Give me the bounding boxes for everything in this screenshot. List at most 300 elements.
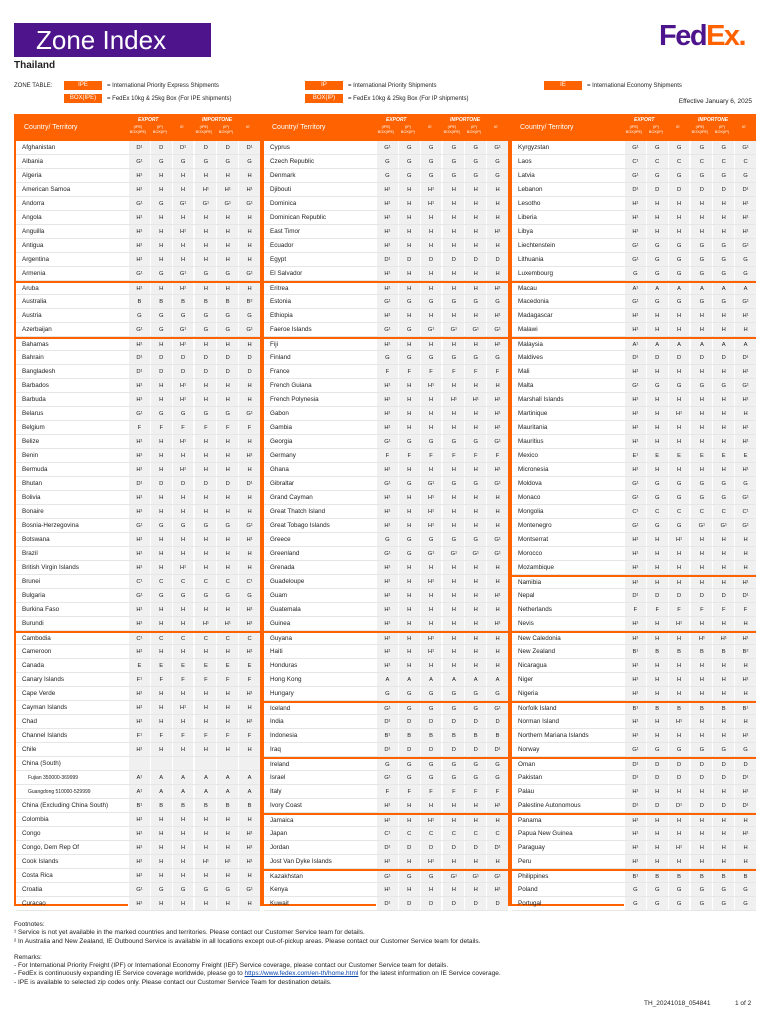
zone-cell: H¹ — [376, 339, 398, 350]
zone-cell: F — [712, 603, 734, 616]
zone-cell: G¹ — [464, 871, 486, 882]
zone-cell: G — [193, 589, 216, 602]
zone-cell: G¹ — [128, 323, 150, 336]
zone-cell: G — [712, 897, 734, 910]
zone-cell: D — [216, 477, 238, 490]
country-name: Burundi — [22, 620, 44, 627]
table-row — [264, 407, 508, 421]
zone-cell: C¹ — [624, 505, 646, 518]
zone-cell: H¹ — [624, 547, 646, 560]
zone-cell: H — [150, 827, 172, 840]
zone-cell: G¹ — [238, 323, 260, 336]
zone-cell: E — [646, 449, 668, 462]
table-row — [16, 183, 260, 197]
zone-cell: H — [216, 603, 238, 616]
country-name: Mauritius — [518, 438, 544, 445]
zone-cell: H — [150, 463, 172, 476]
zone-cell: G — [376, 169, 398, 182]
zone-cell: H — [646, 435, 668, 448]
zone-cell: H¹ — [238, 827, 260, 840]
zone-cell: H — [689, 225, 712, 238]
zone-cell: G — [486, 759, 508, 770]
zone-cell: F — [420, 449, 442, 462]
country-name: Panama — [518, 817, 542, 824]
zone-cell: H — [398, 339, 420, 350]
country-name: Palestine Autonomous — [518, 802, 581, 809]
zone-cell: F — [420, 365, 442, 378]
zone-cell: G — [441, 351, 464, 364]
zone-cell: H — [193, 701, 216, 714]
zone-cell: H¹ — [734, 393, 756, 406]
zone-cell: H¹ — [376, 603, 398, 616]
table-row — [512, 435, 756, 449]
zone-cell: H¹ — [486, 799, 508, 812]
zone-cell: F — [238, 729, 260, 742]
zone-cell: D — [172, 351, 194, 364]
zone-cell: H¹ — [376, 633, 398, 644]
service-subheader: (IPE) BOX(IPE) — [691, 125, 709, 134]
zone-cell — [128, 757, 150, 770]
zone-cell: G — [441, 759, 464, 770]
zone-cell: H — [150, 603, 172, 616]
zone-cell: H¹ — [376, 267, 398, 280]
zone-cell: G — [172, 155, 194, 168]
zone-cell: H¹ — [193, 617, 216, 630]
zone-cell: D — [646, 771, 668, 784]
zone-cell: H — [646, 225, 668, 238]
table-column-2 — [264, 116, 508, 907]
zone-cell: G¹ — [464, 547, 486, 560]
zone-cell: H — [172, 211, 194, 224]
zone-cell: B — [734, 871, 756, 882]
zone-cell: H — [193, 561, 216, 574]
zone-cell: B — [193, 295, 216, 308]
zone-cell: G — [193, 323, 216, 336]
zone-cell — [238, 757, 260, 770]
table-row — [264, 211, 508, 225]
zone-cell: H¹ — [420, 575, 442, 588]
zone-cell: H — [398, 197, 420, 210]
zone-cell: H¹ — [172, 463, 194, 476]
zone-cell: H — [193, 547, 216, 560]
zone-cell: G — [150, 155, 172, 168]
zone-cell: H — [464, 339, 486, 350]
zone-cell: H — [668, 197, 690, 210]
service-subheader: (IPE) BOX(IPE) — [377, 125, 395, 134]
zone-cell: G — [172, 519, 194, 532]
zone-cell: C¹ — [624, 155, 646, 168]
zone-cell: H — [646, 323, 668, 336]
country-name: American Samoa — [22, 186, 71, 193]
zone-cell: B¹ — [624, 703, 646, 714]
zone-cell: H¹ — [216, 617, 238, 630]
table-row — [512, 645, 756, 659]
zone-cell: H — [464, 183, 486, 196]
zone-cell: H¹ — [486, 407, 508, 420]
zone-cell: G — [734, 883, 756, 896]
country-name: Morocco — [518, 550, 543, 557]
zone-cell: H — [398, 633, 420, 644]
country-name: Ecuador — [270, 242, 294, 249]
zone-cell: H — [238, 435, 260, 448]
zone-cell: H — [398, 183, 420, 196]
zone-cell: B — [646, 871, 668, 882]
zone-cell: H — [172, 687, 194, 700]
zone-cell: G — [398, 771, 420, 784]
zone-cell: H¹ — [376, 225, 398, 238]
zone-cell: H — [689, 841, 712, 854]
table-row — [16, 883, 260, 897]
zone-cell: H¹ — [734, 225, 756, 238]
zone-cell: C — [420, 827, 442, 840]
country-name: New Zealand — [518, 648, 556, 655]
service-subheader: IE — [676, 125, 680, 129]
zone-cell: F — [464, 365, 486, 378]
table-row — [512, 463, 756, 477]
service-subheader: (IP) BOX(IP) — [152, 125, 168, 134]
zone-cell: H — [238, 211, 260, 224]
zone-cell: B — [441, 729, 464, 742]
zone-cell: G — [689, 253, 712, 266]
zone-cell: H¹ — [624, 715, 646, 728]
zone-cell: H — [150, 225, 172, 238]
zone-cell: H — [486, 603, 508, 616]
zone-cell: D¹ — [486, 743, 508, 756]
zone-cell: H — [216, 211, 238, 224]
zone-cell: H¹ — [486, 309, 508, 322]
zone-cell: H — [441, 799, 464, 812]
zone-cell: H — [441, 491, 464, 504]
zone-cell: H¹ — [238, 449, 260, 462]
zone-cell: H — [150, 715, 172, 728]
zone-cell: H — [689, 365, 712, 378]
zone-cell: G — [668, 141, 690, 154]
zone-cell: G¹ — [486, 323, 508, 336]
zone-cell: H — [172, 505, 194, 518]
zone-cell: H¹ — [238, 645, 260, 658]
table-row — [264, 813, 508, 827]
zone-cell: F — [172, 421, 194, 434]
zone-cell: H¹ — [420, 855, 442, 868]
zone-cell: H — [150, 855, 172, 868]
zone-cell: H — [193, 687, 216, 700]
zone-cell: H — [150, 687, 172, 700]
zone-cell: H¹ — [376, 883, 398, 896]
country-name: Greenland — [270, 550, 300, 557]
zone-cell: H — [172, 183, 194, 196]
zone-cell: H — [441, 407, 464, 420]
zone-cell: H¹ — [376, 421, 398, 434]
table-row — [16, 281, 260, 295]
zone-cell: G¹ — [376, 703, 398, 714]
zone-cell: H¹ — [376, 309, 398, 322]
remark-3: - IPE is available to selected zip codes only. Please contact our Customer Service Team for destination details. — [14, 978, 332, 986]
zone-cell: F — [486, 449, 508, 462]
zone-cell: H — [441, 519, 464, 532]
zone-cell: H — [689, 561, 712, 574]
zone-cell: H¹ — [668, 533, 690, 546]
table-row — [512, 337, 756, 351]
zone-cell: H — [193, 379, 216, 392]
zone-cell: H — [150, 283, 172, 294]
zone-cell: C — [712, 505, 734, 518]
zone-cell: H — [398, 883, 420, 896]
zone-cell: G — [712, 239, 734, 252]
zone-cell: H — [420, 421, 442, 434]
zone-cell: H — [238, 505, 260, 518]
zone-cell: H¹ — [376, 799, 398, 812]
zone-cell: H¹ — [376, 393, 398, 406]
table-row — [264, 533, 508, 547]
zone-cell: H — [668, 561, 690, 574]
table-row — [16, 631, 260, 645]
table-row — [264, 351, 508, 365]
country-name: Australia — [22, 298, 47, 305]
table-row — [264, 757, 508, 771]
zone-cell: G — [689, 239, 712, 252]
country-name: Iraq — [270, 746, 281, 753]
zone-cell: H — [668, 309, 690, 322]
zone-cell: D — [646, 183, 668, 196]
zone-cell: H¹ — [624, 687, 646, 700]
zone-cell: H — [216, 239, 238, 252]
table-row — [264, 155, 508, 169]
zone-cell: H¹ — [624, 577, 646, 588]
zone-cell: H — [216, 435, 238, 448]
effective-date: Effective January 6, 2025 — [678, 98, 752, 105]
zone-cell: H — [712, 561, 734, 574]
table-row — [512, 351, 756, 365]
zone-cell: D — [150, 477, 172, 490]
zone-cell: H — [193, 393, 216, 406]
country-name: Kenya — [270, 886, 288, 893]
zone-cell: H¹ — [624, 841, 646, 854]
country-name: Dominican Republic — [270, 214, 326, 221]
zone-cell: G — [646, 897, 668, 910]
table-row — [264, 449, 508, 463]
zone-cell: H — [734, 715, 756, 728]
zone-cell: B — [712, 871, 734, 882]
zone-cell: G¹ — [420, 547, 442, 560]
zone-cell: C — [689, 505, 712, 518]
zone-cell: G — [486, 169, 508, 182]
zone-cell: H — [712, 659, 734, 672]
table-row — [512, 183, 756, 197]
footnote-2: ² In Australia and New Zealand, IE Outbound Service is available in all locations except out-of-pickup areas. Please contact our Customer Service team for details. — [14, 937, 481, 945]
zone-cell: C — [193, 575, 216, 588]
zone-cell: G¹ — [486, 477, 508, 490]
zone-cell: H — [689, 533, 712, 546]
zone-cell: A — [216, 771, 238, 784]
table-row — [16, 477, 260, 491]
country-name: Gabon — [270, 410, 289, 417]
zone-cell: H¹ — [128, 617, 150, 630]
zone-cell: A — [150, 771, 172, 784]
zone-cell: A — [646, 283, 668, 294]
zone-cell: H — [668, 547, 690, 560]
zone-cell: H — [150, 743, 172, 756]
table-row — [16, 141, 260, 155]
country-name: Maldives — [518, 354, 543, 361]
zone-cell: G — [441, 169, 464, 182]
zone-cell: H — [646, 533, 668, 546]
zone-cell: H¹ — [128, 169, 150, 182]
zone-cell: G — [646, 743, 668, 756]
zone-cell: H — [420, 393, 442, 406]
zone-cell: H¹ — [624, 365, 646, 378]
zone-cell: H — [398, 283, 420, 294]
zone-cell: H — [238, 169, 260, 182]
zone-cell: C¹ — [734, 505, 756, 518]
zone-cell: H¹ — [238, 715, 260, 728]
zone-cell: F — [238, 421, 260, 434]
country-name: Andorra — [22, 200, 45, 207]
zone-cell: D — [712, 759, 734, 770]
zone-cell: C — [486, 827, 508, 840]
country-name: Afghanistan — [22, 144, 56, 151]
zone-cell: G — [712, 477, 734, 490]
country-header: Country/ Territory — [272, 124, 326, 131]
zone-cell: H¹ — [624, 561, 646, 574]
country-name: New Caledonia — [518, 635, 561, 642]
country-name: Bolivia — [22, 494, 41, 501]
fedex-link[interactable]: https://www.fedex.com/en-th/home.html — [244, 970, 359, 978]
table-row — [512, 687, 756, 701]
country-header: Country/ Territory — [24, 124, 78, 131]
zone-cell: H — [420, 239, 442, 252]
zone-cell: C — [172, 575, 194, 588]
zone-cell: F — [420, 785, 442, 798]
zone-cell: G — [441, 703, 464, 714]
table-row — [16, 505, 260, 519]
zone-cell: C — [441, 827, 464, 840]
zone-cell: H — [441, 617, 464, 630]
zone-cell: H¹ — [376, 815, 398, 826]
country-name: Algeria — [22, 172, 42, 179]
zone-cell: H — [712, 815, 734, 826]
zone-cell: D — [464, 841, 486, 854]
zone-cell: G¹ — [172, 267, 194, 280]
zone-cell: H — [464, 239, 486, 252]
zone-cell: E — [689, 449, 712, 462]
zone-cell: H — [689, 687, 712, 700]
zone-cell: H¹ — [172, 393, 194, 406]
zone-cell: H¹ — [238, 603, 260, 616]
service-subheader: (IPE) BOX(IPE) — [195, 125, 213, 134]
zone-cell: H — [193, 743, 216, 756]
zone-cell: H — [734, 533, 756, 546]
country-name: Niger — [518, 676, 534, 683]
country-name: Botswana — [22, 536, 50, 543]
zone-cell: D — [646, 759, 668, 770]
zone-cell: G — [464, 155, 486, 168]
zone-cell: H — [646, 211, 668, 224]
zone-cell: H¹ — [464, 393, 486, 406]
zone-cell: H — [172, 547, 194, 560]
zone-cell: H — [398, 225, 420, 238]
zone-cell: H¹ — [734, 729, 756, 742]
zone-cell: H¹ — [216, 855, 238, 868]
zone-cell: D — [689, 183, 712, 196]
zone-cell: H¹ — [172, 225, 194, 238]
country-name: Oman — [518, 761, 536, 768]
zone-cell: H — [216, 169, 238, 182]
service-subheader: (IP) BOX(IP) — [218, 125, 234, 134]
table-row — [264, 631, 508, 645]
zone-cell: D¹ — [734, 351, 756, 364]
zone-cell: H — [216, 547, 238, 560]
zone-cell: H — [464, 633, 486, 644]
country-name: Martinique — [518, 410, 548, 417]
remark-2: - FedEx is continuously expanding IE Service coverage worldwide, please go to https://www.fedex.com/en-th/home.html for the latest information on IE Service coverage. — [14, 970, 501, 978]
zone-cell: D — [668, 759, 690, 770]
zone-cell: H¹ — [128, 379, 150, 392]
zone-cell: H — [712, 841, 734, 854]
zone-cell: H — [216, 715, 238, 728]
zone-cell: H — [668, 323, 690, 336]
zone-cell: G — [712, 491, 734, 504]
zone-cell: D — [398, 897, 420, 910]
zone-cell: H — [172, 617, 194, 630]
zone-cell: H¹ — [441, 393, 464, 406]
country-name: British Virgin Islands — [22, 564, 79, 571]
country-name: Azerbaijan — [22, 326, 52, 333]
zone-cell: D — [420, 253, 442, 266]
zone-cell: F — [128, 421, 150, 434]
zone-cell: B — [646, 645, 668, 658]
zone-cell: H¹ — [376, 505, 398, 518]
table-row — [16, 169, 260, 183]
zone-cell: H — [238, 339, 260, 350]
zone-cell: G — [668, 519, 690, 532]
zone-cell: H¹ — [128, 533, 150, 546]
zone-cell: A — [172, 785, 194, 798]
zone-cell: H¹ — [624, 815, 646, 826]
service-subheader: IE — [742, 125, 746, 129]
zone-cell: C — [216, 575, 238, 588]
zone-cell: H — [193, 533, 216, 546]
zone-cell: H¹ — [624, 309, 646, 322]
country-name: Peru — [518, 858, 532, 865]
zone-cell: G — [668, 477, 690, 490]
table-row — [16, 813, 260, 827]
table-row — [16, 351, 260, 365]
country-name: Channel Islands — [22, 732, 68, 739]
country-name: France — [270, 368, 290, 375]
zone-cell: H — [712, 463, 734, 476]
table-row — [512, 827, 756, 841]
table-row — [16, 211, 260, 225]
table-row — [16, 491, 260, 505]
country-name: Estonia — [270, 298, 292, 305]
country-name: Mali — [518, 368, 530, 375]
table-row — [512, 589, 756, 603]
zone-cell: B — [712, 703, 734, 714]
zone-cell: H — [464, 491, 486, 504]
zone-cell: A — [668, 339, 690, 350]
zone-cell: H — [646, 617, 668, 630]
table-row — [16, 253, 260, 267]
zone-cell: H — [712, 407, 734, 420]
zone-cell: D¹ — [376, 897, 398, 910]
zone-cell: H — [238, 379, 260, 392]
zone-cell: G — [150, 519, 172, 532]
zone-cell: H — [150, 505, 172, 518]
country-name: Fujian 350000-369999 — [28, 774, 79, 781]
zone-cell: H¹ — [734, 197, 756, 210]
zone-cell: H¹ — [420, 815, 442, 826]
zone-cell: H — [398, 463, 420, 476]
